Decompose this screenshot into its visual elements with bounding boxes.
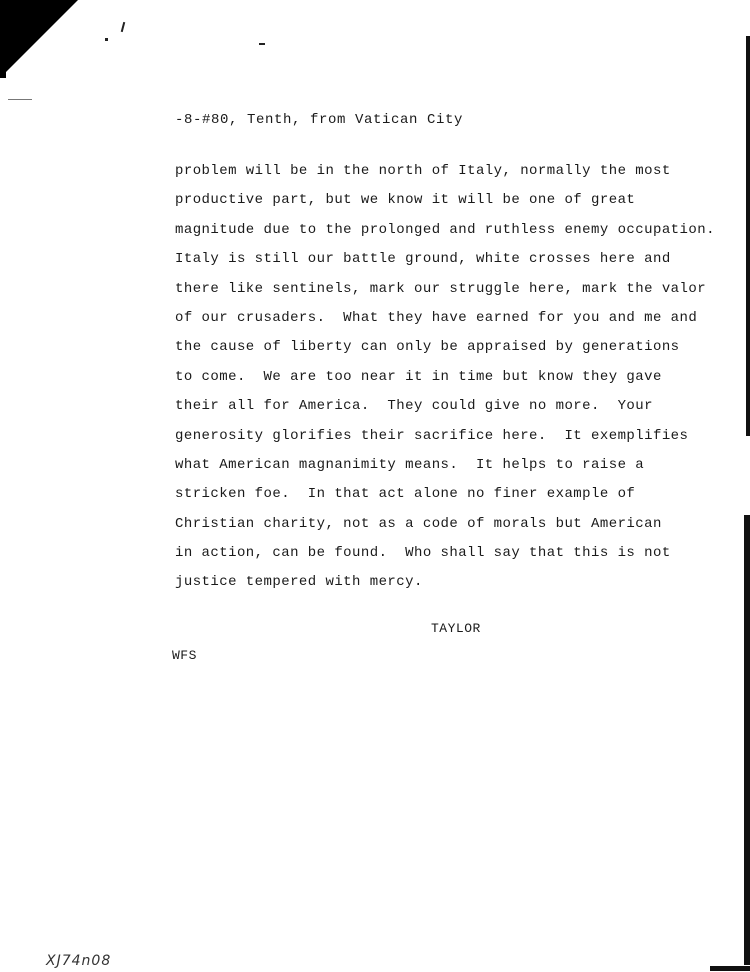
body-line: justice tempered with mercy. bbox=[175, 574, 423, 591]
body-line: in action, can be found. Who shall say that this is not bbox=[175, 545, 671, 562]
scan-speck bbox=[121, 22, 126, 32]
scan-corner-shadow bbox=[0, 0, 78, 78]
scan-edge-bar bbox=[744, 515, 750, 965]
scan-corner-edge bbox=[0, 0, 6, 78]
typist-initials: WFS bbox=[172, 648, 197, 663]
body-line: Italy is still our battle ground, white crosses here and bbox=[175, 251, 671, 268]
body-line: of our crusaders. What they have earned for you and me and bbox=[175, 309, 698, 326]
letter-body bbox=[175, 157, 735, 598]
scan-edge-rule bbox=[710, 966, 750, 971]
body-line: the cause of liberty can only be appraised by generations bbox=[175, 339, 680, 356]
body-line: problem will be in the north of Italy, normally the most bbox=[175, 163, 671, 179]
body-line: Christian charity, not as a code of morals but American bbox=[175, 515, 662, 532]
body-line: productive part, but we know it will be one of great bbox=[175, 192, 636, 209]
scan-edge-bar bbox=[746, 36, 750, 436]
body-line: generosity glorifies their sacrifice here. It exemplifies bbox=[175, 427, 689, 444]
signature: TAYLOR bbox=[431, 621, 481, 636]
body-line: there like sentinels, mark our struggle here, mark the valor bbox=[175, 280, 707, 297]
scan-speck bbox=[105, 38, 108, 41]
body-line: magnitude due to the prolonged and ruthless enemy occupation. bbox=[175, 221, 715, 238]
body-line: their all for America. They could give no more. Your bbox=[175, 398, 653, 415]
body-line: to come. We are too near it in time but know they gave bbox=[175, 368, 662, 385]
archive-mark: XJ74n08 bbox=[46, 953, 112, 969]
scan-speck bbox=[8, 99, 32, 100]
page-header: -8-#80, Tenth, from Vatican City bbox=[175, 112, 464, 128]
body-line: stricken foe. In that act alone no finer example of bbox=[175, 486, 636, 503]
body-line: what American magnanimity means. It helps to raise a bbox=[175, 456, 645, 473]
scan-speck bbox=[259, 43, 265, 45]
